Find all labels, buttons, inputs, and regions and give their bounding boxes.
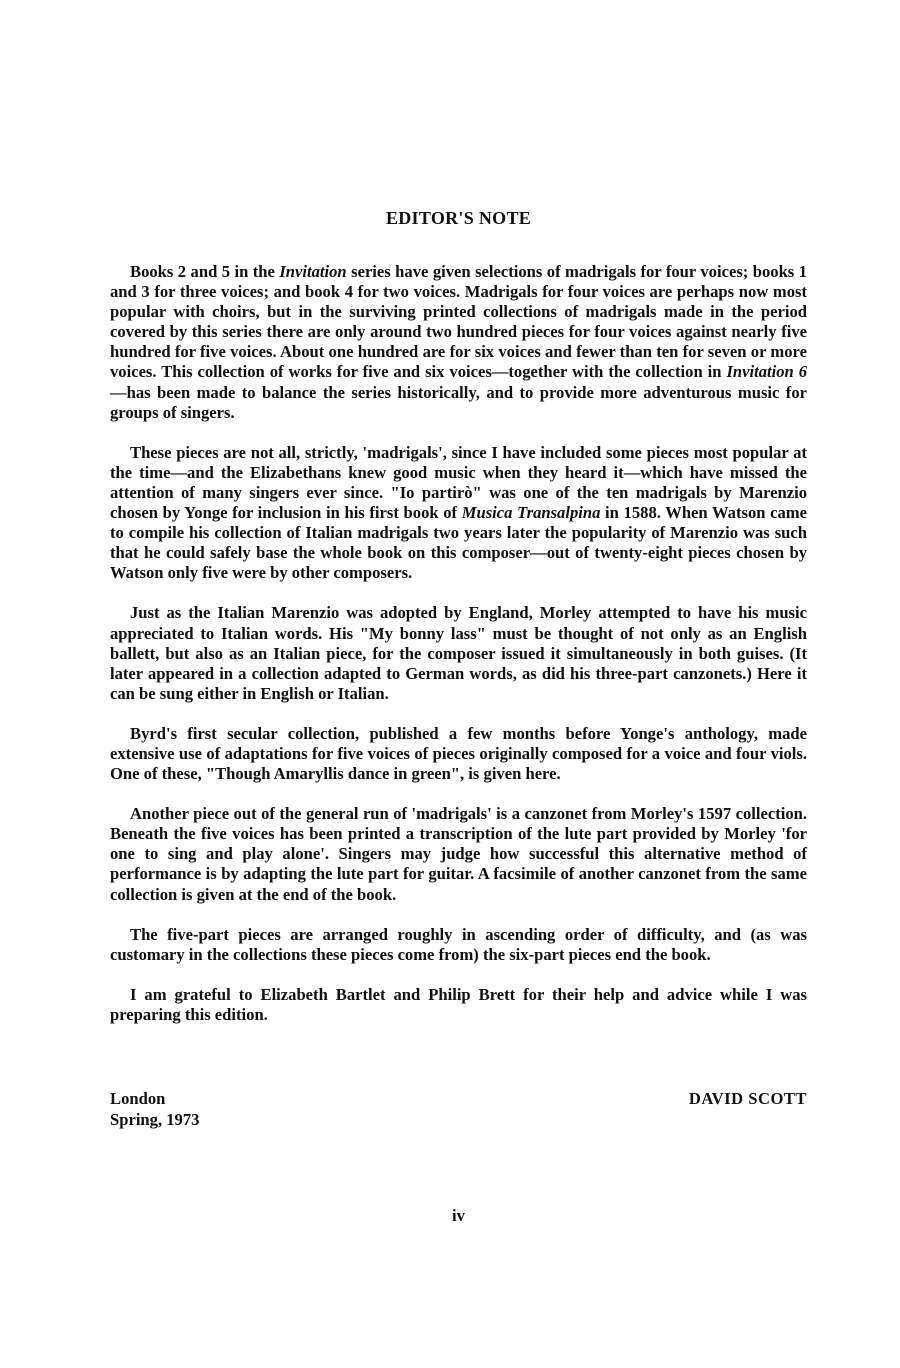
paragraph-4: Byrd's first secular collection, published a few months before Yonge's anthology, made extensive use of adaptations for five voices of pieces originally composed for a voice and four viols. One of these, "Though Amaryllis dance in green", is given here. xyxy=(110,723,807,784)
page-number: iv xyxy=(452,1206,465,1225)
paragraph-7: I am grateful to Elizabeth Bartlet and Philip Brett for their help and advice while I was preparing this edition. xyxy=(110,984,807,1024)
signature-place: London xyxy=(110,1089,166,1108)
paragraph-2: These pieces are not all, strictly, 'madrigals', since I have included some pieces most popular at the time—and the Elizabethans knew good music when they heard it—which have missed the attention of many singers ever since. "Io partirò" was one of the ten madrigals by Marenzio chosen by Yonge for inclusion in his first book of Musica Transalpina in 1588. When Watson came to compile his collection of Italian madrigals two years later the popularity of Marenzio was such that he could safely base the whole book on this composer—out of twenty-eight pieces chosen by Watson only five were by other composers. xyxy=(110,442,807,583)
paragraph-1: Books 2 and 5 in the Invitation series have given selections of madrigals for four voices; books 1 and 3 for three voices; and book 4 for two voices. Madrigals for four voices are perhaps now most popular with choirs, but in the surviving printed collections of madrigals made in the period covered by this series there are only around two hundred pieces for four voices against nearly five hundred for five voices. About one hundred are for six voices and fewer than ten for seven or more voices. This collection of works for five and six voices—together with the collection in Invitation 6—has been made to balance the series historically, and to provide more adventurous music for groups of singers. xyxy=(110,262,808,422)
signature-name: DAVID SCOTT xyxy=(688,1089,807,1108)
body-text xyxy=(110,262,807,1045)
paragraph-3: Just as the Italian Marenzio was adopted by England, Morley attempted to have his music appreciated to Italian words. His "My bonny lass" must be thought of not only as an English ballett, but also as an Italian piece, for the composer issued it simultaneously in both guises. (It later appeared in a collection adapted to German words, as did his three-part canzonets.) Here it can be sung either in English or Italian. xyxy=(110,603,807,703)
italic-title: Invitation xyxy=(279,262,347,281)
italic-title: Musica Transalpina xyxy=(461,503,601,523)
page-title: EDITOR'S NOTE xyxy=(385,208,532,228)
signature-date: Spring, 1973 xyxy=(110,1109,200,1129)
italic-title: Invitation 6 xyxy=(726,362,808,382)
paragraph-6: The five-part pieces are arranged roughly in ascending order of difficulty, and (as was customary in the collections these pieces come from) the six-part pieces end the book. xyxy=(110,924,807,964)
paragraph-5: Another piece out of the general run of 'madrigals' is a canzonet from Morley's 1597 collection. Beneath the five voices has been printed a transcription of the lute part provided by Morley 'for one to sing and play alone'. Singers may judge how successful this alternative method of performance is by adapting the lute part for guitar. A facsimile of another canzonet from the same collection is given at the end of the book. xyxy=(110,804,807,904)
signature-place-date xyxy=(110,1089,199,1130)
